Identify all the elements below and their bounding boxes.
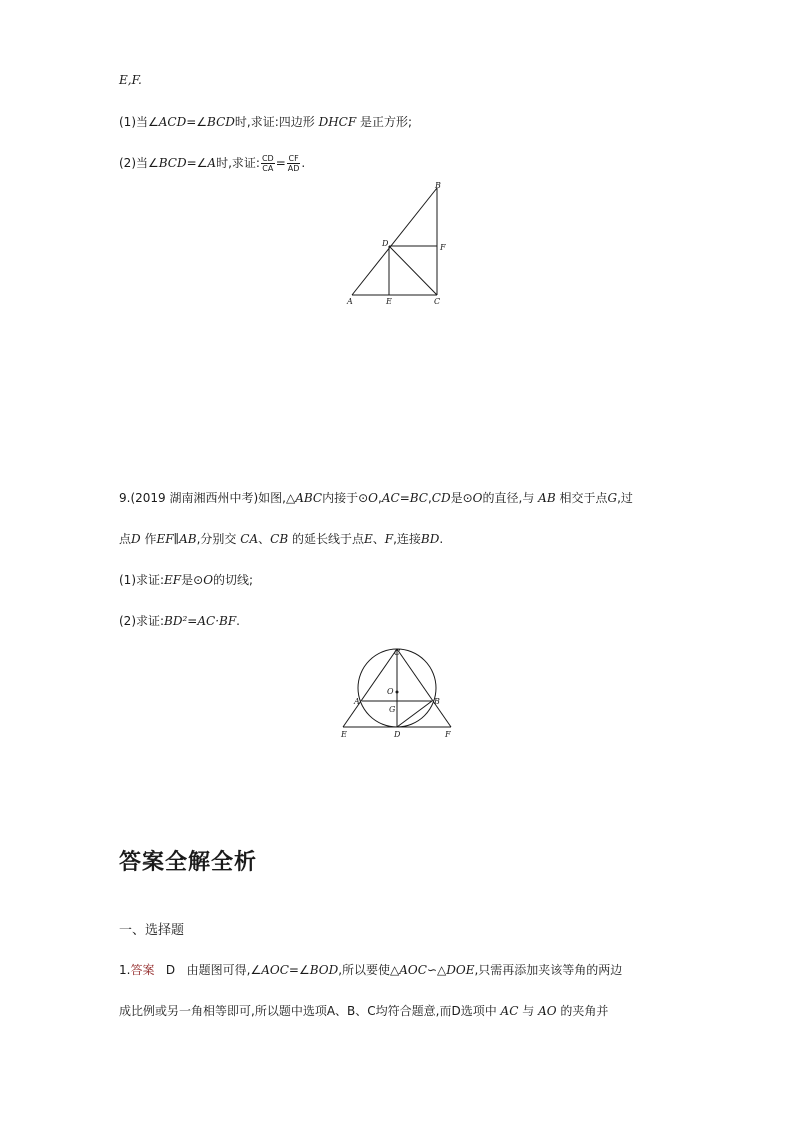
q9-text: 的延长线于点 — [291, 532, 364, 546]
q8-part2-a: A — [207, 156, 217, 170]
q9-text: 、 — [372, 532, 385, 546]
answer-text: ,所以要使△ — [338, 963, 400, 977]
q8-part2-eq: =∠ — [186, 156, 208, 170]
q8-label-a: A — [347, 297, 353, 306]
q9-f: F — [384, 532, 394, 546]
answer-text: =∠ — [288, 963, 310, 977]
q9-line-cf — [397, 649, 451, 727]
q8-part2-eq2: = — [275, 156, 286, 170]
q8-frac2-den: AD — [287, 164, 300, 173]
answer-text: 成比例或另一角相等即可,所以题中选项A、B、C均符合题意,而D选项中 — [119, 1004, 497, 1018]
q8-part2-mid: 时,求证: — [216, 156, 260, 170]
answer-q1-line2 — [119, 1003, 608, 1019]
answer-q1-number: 1. — [119, 963, 131, 977]
q9-text: 如图,△ — [258, 491, 296, 505]
answer-choice: D — [165, 963, 176, 977]
q8-part2-suffix: . — [301, 156, 306, 170]
q9-label-g: G — [389, 705, 396, 714]
q8-figure — [340, 180, 450, 310]
q8-part1-suffix: 是正方形; — [360, 115, 413, 129]
q9-text: , — [427, 491, 432, 505]
q9-bd: BD — [420, 532, 440, 546]
q9-part2-expr: BD²=AC·BF — [164, 614, 237, 628]
q8-part2-bcd: BCD — [158, 156, 187, 170]
q9-text: 是⊙ — [450, 491, 473, 505]
q9-source: (2019 湖南湘西州中考) — [130, 491, 259, 505]
q9-label-e: E — [341, 730, 347, 739]
q9-efab: EF∥AB — [156, 532, 197, 546]
q9-figure — [334, 644, 464, 744]
q9-number: 9. — [119, 491, 131, 505]
q8-part2 — [119, 154, 305, 173]
answer-section-title: 一、选择题 — [119, 923, 185, 938]
q9-g: G — [607, 491, 618, 505]
q8-label-d: D — [382, 239, 389, 248]
q9-text: 点 — [119, 532, 132, 546]
q8-ef-points: E,F. — [119, 73, 142, 87]
q9-text: ,分别交 — [196, 532, 237, 546]
q9-text: ,连接 — [393, 532, 421, 546]
q9-line1 — [119, 490, 633, 506]
answer-ac: AC — [500, 1004, 519, 1018]
q8-fraction-cf-ad — [287, 154, 301, 173]
q8-part1-acd: ACD — [158, 115, 187, 129]
q8-label-c: C — [434, 297, 441, 306]
q8-part1-bcd: BCD — [207, 115, 235, 129]
answer-ao: AO — [538, 1004, 557, 1018]
q9-label-a: A — [354, 697, 360, 706]
q8-part2-prefix: (2)当∠ — [119, 156, 159, 170]
q8-frac1-den: CA — [262, 164, 274, 173]
answer-aoc: AOC — [399, 963, 427, 977]
q9-text: 、 — [258, 532, 271, 546]
q9-part1-ef: EF — [164, 573, 182, 587]
q9-text: . — [439, 532, 444, 546]
q9-ab: AB — [538, 491, 556, 505]
q8-label-e: E — [386, 297, 392, 306]
q8-part1-mid: 时,求证:四边形 — [234, 115, 315, 129]
q8-part1 — [119, 114, 412, 130]
answer-doe: DOE — [446, 963, 475, 977]
q9-text: 内接于⊙ — [322, 491, 369, 505]
q8-line-dc — [389, 246, 437, 295]
q9-text: 相交于点 — [559, 491, 608, 505]
q9-part2-suffix: . — [236, 614, 240, 628]
q9-label-o: O — [387, 687, 394, 696]
q9-abc: ABC — [295, 491, 323, 505]
q9-text: , — [378, 491, 382, 505]
answer-bod: BOD — [309, 963, 339, 977]
q9-part1 — [119, 572, 253, 588]
answer-text: ,只需再添加夹该等角的两边 — [474, 963, 623, 977]
q9-part1-suffix: 是⊙ — [181, 573, 204, 587]
q8-label-f: F — [440, 243, 446, 252]
q9-part1-end: 的切线; — [213, 573, 254, 587]
answer-text: ∽△ — [426, 963, 447, 977]
q8-label-b: B — [435, 181, 441, 190]
q9-label-c: C — [394, 648, 401, 657]
q9-acbc: AC=BC — [381, 491, 428, 505]
q9-e: E — [363, 532, 373, 546]
q8-part1-dhcf: DHCF — [318, 115, 357, 129]
q8-part1-eq: =∠ — [186, 115, 208, 129]
q9-o: O — [368, 491, 379, 505]
answer-q1-line1 — [119, 962, 622, 978]
q9-part1-prefix: (1)求证: — [119, 573, 165, 587]
q9-center-dot — [396, 691, 399, 694]
answer-aoc: AOC — [261, 963, 289, 977]
q9-cb: CB — [270, 532, 289, 546]
q8-line-ab — [352, 188, 437, 295]
q8-continuation — [119, 72, 142, 88]
q8-frac1-num: CD — [261, 154, 274, 163]
answer-heading: 答案全解全析 — [119, 850, 258, 875]
q9-text: 作 — [144, 532, 157, 546]
q8-frac2-num: CF — [288, 154, 299, 163]
q9-label-b: B — [434, 697, 440, 706]
q9-text: ,过 — [617, 491, 633, 505]
q9-d: D — [131, 532, 141, 546]
q9-o: O — [472, 491, 483, 505]
answer-text: 由题图可得,∠ — [186, 963, 262, 977]
q9-part2-prefix: (2)求证: — [119, 614, 165, 628]
answer-label: 答案 — [130, 963, 155, 977]
q8-fraction-cd-ca — [261, 154, 275, 173]
q9-text: 的直径,与 — [482, 491, 535, 505]
q9-line2 — [119, 531, 443, 547]
q9-label-d: D — [394, 730, 401, 739]
q9-label-f: F — [445, 730, 451, 739]
q8-part1-prefix: (1)当∠ — [119, 115, 159, 129]
answer-text: 与 — [522, 1004, 535, 1018]
q9-part2 — [119, 613, 240, 629]
q9-cd: CD — [431, 491, 451, 505]
q9-part1-o: O — [203, 573, 214, 587]
q9-ca: CA — [240, 532, 259, 546]
answer-text: 的夹角并 — [560, 1004, 609, 1018]
